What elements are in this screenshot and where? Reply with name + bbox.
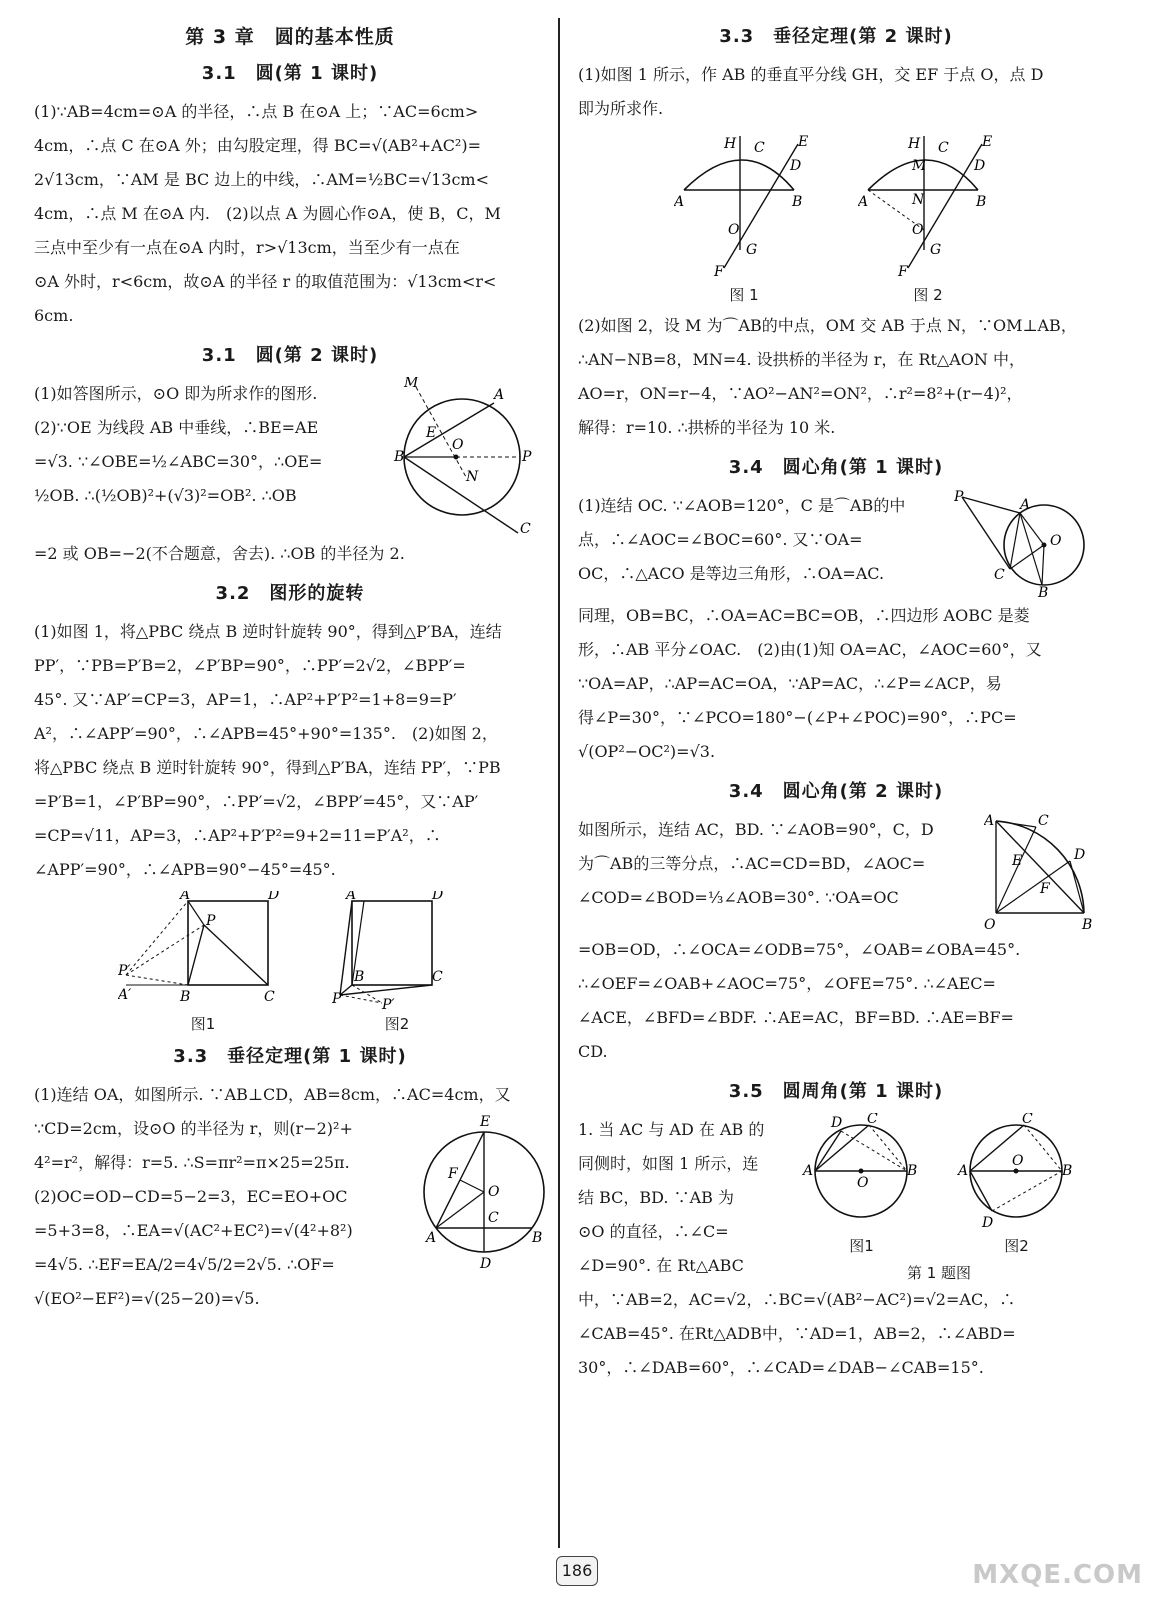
- svg-text:D: D: [830, 1115, 842, 1131]
- svg-text:B: B: [1061, 1163, 1072, 1179]
- svg-text:D: D: [432, 891, 444, 903]
- central-angle-figure-1: [954, 489, 1094, 599]
- svg-text:E: E: [798, 134, 809, 150]
- text-line: (1)∵AB=4cm=⊙A 的半径，∴点 B 在⊙A 上；∵AC=6cm>: [34, 102, 479, 121]
- svg-text:A: A: [426, 1230, 437, 1246]
- text-line: ∴AN−NB=8，MN=4. 设拱桥的半径为 r，在 Rt△AON 中，: [578, 350, 1025, 369]
- svg-text:D: D: [981, 1215, 993, 1231]
- svg-text:B: B: [1082, 917, 1093, 933]
- text-line: 即为所求作.: [578, 99, 664, 118]
- text-line: 同侧时，如图 1 所示，连: [578, 1154, 759, 1173]
- figure-caption: 图 2: [913, 286, 943, 304]
- text-line: (2)∵OE 为线段 AB 中垂线，∴BE=AE: [34, 418, 319, 437]
- text-line: 为⌒AB的三等分点，∴AC=CD=BD，∠AOC=: [578, 854, 926, 873]
- svg-text:P: P: [332, 991, 342, 1007]
- chord-figure: [416, 1112, 546, 1272]
- svg-text:C: C: [754, 140, 765, 156]
- text-line: =4√5. ∴EF=EA/2=4√5/2=2√5. ∴OF=: [34, 1255, 335, 1274]
- text-line: 如图所示，连结 AC，BD. ∵∠AOB=90°，C，D: [578, 820, 934, 839]
- text-line: (1)如图 1 所示，作 AB 的垂直平分线 GH，交 EF 于点 O，点 D: [578, 65, 1044, 84]
- text-line: 2√13cm，∵AM 是 BC 边上的中线，∴AM=½BC=√13cm<: [34, 170, 490, 189]
- svg-text:M: M: [912, 158, 927, 174]
- svg-text:B: B: [354, 969, 365, 985]
- text-line: =OB=OD，∴∠OCA=∠ODB=75°，∠OAB=∠OBA=45°.: [578, 940, 1021, 959]
- figure-caption: 图2: [384, 1015, 410, 1033]
- svg-text:E: E: [1012, 853, 1023, 869]
- svg-text:E: E: [426, 425, 437, 441]
- text-line: ∵CD=2cm，设⊙O 的半径为 r，则(r−2)²+: [34, 1119, 353, 1138]
- svg-text:A: A: [858, 194, 869, 210]
- text-line: ∠ACE，∠BFD=∠BDF. ∴AE=AC，BF=BD. ∴AE=BF=: [578, 1008, 1014, 1027]
- section-body: [578, 1113, 1094, 1283]
- svg-text:B: B: [180, 989, 191, 1005]
- text-line: 30°，∴∠DAB=60°，∴∠CAD=∠DAB−∠CAB=15°.: [578, 1358, 984, 1377]
- figure-caption: 图 1: [729, 286, 759, 304]
- svg-text:O: O: [1050, 533, 1062, 549]
- svg-text:D: D: [268, 891, 280, 903]
- text-line: AO=r，ON=r−4，∵AO²−AN²=ON²，∴r²=8²+(r−4)²，: [578, 384, 1023, 403]
- svg-text:G: G: [746, 242, 758, 258]
- text-line: 将△PBC 绕点 B 逆时针旋转 90°，得到△P′BA，连结 PP′，∵PB: [34, 758, 501, 777]
- inscribed-angle-figure-1: [797, 1113, 927, 1231]
- svg-text:A: A: [494, 387, 505, 403]
- svg-text:D: D: [974, 158, 986, 174]
- svg-text:D: D: [480, 1256, 492, 1272]
- text-line: =5+3=8，∴EA=√(AC²+EC²)=√(4²+8²): [34, 1221, 353, 1240]
- text-line: 同理，OB=BC，∴OA=AC=BC=OB，∴四边形 AOBC 是菱: [578, 606, 1030, 625]
- column-divider: [558, 18, 560, 1548]
- svg-text:E: E: [982, 134, 993, 150]
- watermark: MXQE.COM: [972, 1560, 1143, 1590]
- quarter-circle-figure: [984, 813, 1094, 933]
- svg-text:B: B: [1038, 585, 1049, 599]
- left-column: [34, 18, 546, 1316]
- svg-text:P: P: [522, 449, 532, 465]
- text-line: ½OB. ∴(½OB)²+(√3)²=OB². ∴OB: [34, 486, 297, 505]
- text-line: 4cm，∴点 C 在⊙A 外；由勾股定理，得 BC=√(AB²+AC²)=: [34, 136, 481, 155]
- text-line: =√3. ∵∠OBE=½∠ABC=30°，∴OE=: [34, 452, 323, 471]
- page-number: 186: [556, 1556, 598, 1586]
- svg-text:B: B: [394, 449, 405, 465]
- text-line: 45°. 又∵AP′=CP=3，AP=1，∴AP²+P′P²=1+8=9=P′: [34, 690, 457, 709]
- svg-text:O: O: [728, 222, 740, 238]
- text-line: =P′B=1，∠P′BP=90°，∴PP′=√2，∠BPP′=45°，又∵AP′: [34, 792, 479, 811]
- text-line: =CP=√11，AP=3，∴AP²+P′P²=9+2=11=P′A²，∴: [34, 826, 441, 845]
- text-line: ⊙O 的直径，∴∠C=: [578, 1222, 729, 1241]
- section-title: 3.2 图形的旋转: [215, 583, 365, 604]
- section-title: 3.3 垂径定理(第 2 课时): [719, 26, 953, 47]
- section-title: 3.1 圆(第 1 课时): [201, 63, 379, 84]
- svg-text:G: G: [930, 242, 942, 258]
- svg-text:O: O: [1011, 1153, 1023, 1169]
- text-line: ∵OA=AP，∴AP=AC=OA，∵AP=AC，∴∠P=∠ACP，易: [578, 674, 1002, 693]
- text-line: A²，∴∠APP′=90°，∴∠APB=45°+90°=135°. (2)如图 2，: [34, 724, 498, 743]
- text-line: ∠APP′=90°，∴∠APB=90°−45°=45°.: [34, 860, 336, 879]
- svg-text:C: C: [432, 969, 443, 985]
- text-line: =2 或 OB=−2(不合题意，舍去). ∴OB 的半径为 2.: [34, 544, 405, 563]
- section-title: 3.3 垂径定理(第 1 课时): [173, 1046, 407, 1067]
- rotation-figure-1: [118, 891, 288, 1009]
- svg-text:C: C: [1038, 813, 1049, 829]
- inscribed-angle-figure-2: [952, 1113, 1082, 1231]
- svg-text:A: A: [802, 1163, 813, 1179]
- text-line: (1)如答图所示，⊙O 即为所求作的图形.: [34, 384, 318, 403]
- svg-text:A: A: [674, 194, 685, 210]
- text-line: ∠D=90°. 在 Rt△ABC: [578, 1256, 744, 1275]
- arch-figures: [578, 130, 1094, 305]
- svg-text:C: C: [488, 1210, 499, 1226]
- arch-figure-1: [674, 130, 814, 280]
- svg-text:O: O: [488, 1184, 500, 1200]
- section-title: 3.4 圆心角(第 1 课时): [728, 457, 944, 478]
- svg-text:B: B: [906, 1163, 917, 1179]
- text-line: 6cm.: [34, 306, 74, 325]
- svg-text:A: A: [346, 891, 357, 903]
- figure-group-caption: 第 1 题图: [906, 1264, 972, 1282]
- section-title: 3.1 圆(第 2 课时): [201, 345, 379, 366]
- svg-text:P: P: [954, 489, 964, 505]
- rotation-figures: [34, 891, 546, 1034]
- svg-text:A: A: [984, 813, 995, 829]
- section-body: [34, 377, 546, 537]
- circle-construction-figure: [386, 377, 546, 537]
- svg-text:F: F: [898, 264, 908, 280]
- text-line: PP′，∵PB=P′B=2，∠P′BP=90°，∴PP′=2√2，∠BPP′=: [34, 656, 466, 675]
- section-body: [34, 1112, 546, 1316]
- svg-text:A′: A′: [118, 987, 132, 1003]
- right-column: [578, 18, 1094, 1385]
- svg-text:E: E: [480, 1114, 491, 1130]
- svg-text:D: D: [790, 158, 802, 174]
- svg-text:A: A: [180, 891, 191, 903]
- figure-caption: 图1: [849, 1237, 874, 1255]
- svg-text:C: C: [866, 1113, 878, 1127]
- text-line: (2)OC=OD−CD=5−2=3，EC=EO+OC: [34, 1187, 348, 1206]
- text-line: 4²=r²，解得：r=5. ∴S=πr²=π×25=25π.: [34, 1153, 350, 1172]
- svg-text:H: H: [908, 136, 921, 152]
- text-line: ⊙A 外时，r<6cm，故⊙A 的半径 r 的取值范围为：√13cm<r<: [34, 272, 497, 291]
- text-line: 解得：r=10. ∴拱桥的半径为 10 米.: [578, 418, 836, 437]
- rotation-figure-2: [332, 891, 462, 1009]
- svg-text:P′: P′: [382, 997, 395, 1009]
- text-line: CD.: [578, 1042, 608, 1061]
- svg-text:B: B: [976, 194, 987, 210]
- section-title: 3.5 圆周角(第 1 课时): [728, 1081, 944, 1102]
- section-body: [578, 813, 1094, 933]
- section-body: [578, 489, 1094, 599]
- svg-text:N: N: [912, 192, 925, 208]
- svg-text:C: C: [520, 521, 531, 537]
- svg-text:A: A: [957, 1163, 968, 1179]
- svg-text:N: N: [466, 469, 479, 485]
- svg-text:C: C: [938, 140, 949, 156]
- text-line: 三点中至少有一点在⊙A 内时，r>√13cm，当至少有一点在: [34, 238, 460, 257]
- svg-text:F: F: [448, 1166, 458, 1182]
- text-line: (1)如图 1，将△PBC 绕点 B 逆时针旋转 90°，得到△P′BA，连结: [34, 622, 502, 641]
- svg-text:O: O: [912, 222, 924, 238]
- svg-text:D: D: [1074, 847, 1086, 863]
- svg-text:C: C: [994, 567, 1005, 583]
- arch-figure-2: [858, 130, 998, 280]
- text-line: (1)连结 OC. ∵∠AOB=120°，C 是⌒AB的中: [578, 496, 906, 515]
- text-line: 结 BC，BD. ∵AB 为: [578, 1188, 734, 1207]
- text-line: (2)如图 2，设 M 为⌒AB的中点，OM 交 AB 于点 N，∵OM⊥AB，: [578, 316, 1077, 335]
- figure-caption: 图1: [190, 1015, 216, 1033]
- svg-text:H: H: [724, 136, 737, 152]
- chapter-title: 第 3 章 圆的基本性质: [185, 26, 395, 48]
- text-line: ∴∠OEF=∠OAB+∠AOC=75°，∠OFE=75°. ∴∠AEC=: [578, 974, 996, 993]
- text-line: 4cm，∴点 M 在⊙A 内. (2)以点 A 为圆心作⊙A，使 B，C，M: [34, 204, 501, 223]
- text-line: (1)连结 OA，如图所示. ∵AB⊥CD，AB=8cm，∴AC=4cm，又: [34, 1085, 511, 1104]
- svg-text:O: O: [984, 917, 996, 933]
- text-line: 得∠P=30°，∵∠PCO=180°−(∠P+∠POC)=90°，∴PC=: [578, 708, 1017, 727]
- text-line: 点，∴∠AOC=∠BOC=60°. 又∵OA=: [578, 530, 863, 549]
- svg-text:P′: P′: [118, 963, 131, 979]
- svg-text:F: F: [714, 264, 724, 280]
- text-line: 中，∵AB=2，AC=√2，∴BC=√(AB²−AC²)=√2=AC，∴: [578, 1290, 1016, 1309]
- text-line: 形，∴AB 平分∠OAC. (2)由(1)知 OA=AC，∠AOC=60°，又: [578, 640, 1042, 659]
- svg-text:C: C: [264, 989, 275, 1005]
- section-title: 3.4 圆心角(第 2 课时): [728, 781, 944, 802]
- text-line: OC，∴△ACO 是等边三角形，∴OA=AC.: [578, 564, 885, 583]
- figure-caption: 图2: [1004, 1237, 1029, 1255]
- svg-text:O: O: [856, 1175, 868, 1191]
- text-line: ∠COD=∠BOD=⅓∠AOB=30°. ∵OA=OC: [578, 888, 899, 907]
- svg-text:A: A: [1020, 497, 1031, 513]
- svg-text:M: M: [404, 377, 419, 391]
- text-line: √(EO²−EF²)=√(25−20)=√5.: [34, 1289, 260, 1308]
- svg-text:B: B: [792, 194, 803, 210]
- svg-text:P: P: [206, 913, 216, 929]
- text-line: ∠CAB=45°. 在Rt△ADB中，∵AD=1，AB=2，∴∠ABD=: [578, 1324, 1016, 1343]
- svg-text:C: C: [1021, 1113, 1033, 1127]
- svg-text:O: O: [452, 437, 464, 453]
- text-line: √(OP²−OC²)=√3.: [578, 742, 716, 761]
- text-line: 1. 当 AC 与 AD 在 AB 的: [578, 1120, 765, 1139]
- svg-text:B: B: [532, 1230, 543, 1246]
- svg-text:F: F: [1040, 881, 1050, 897]
